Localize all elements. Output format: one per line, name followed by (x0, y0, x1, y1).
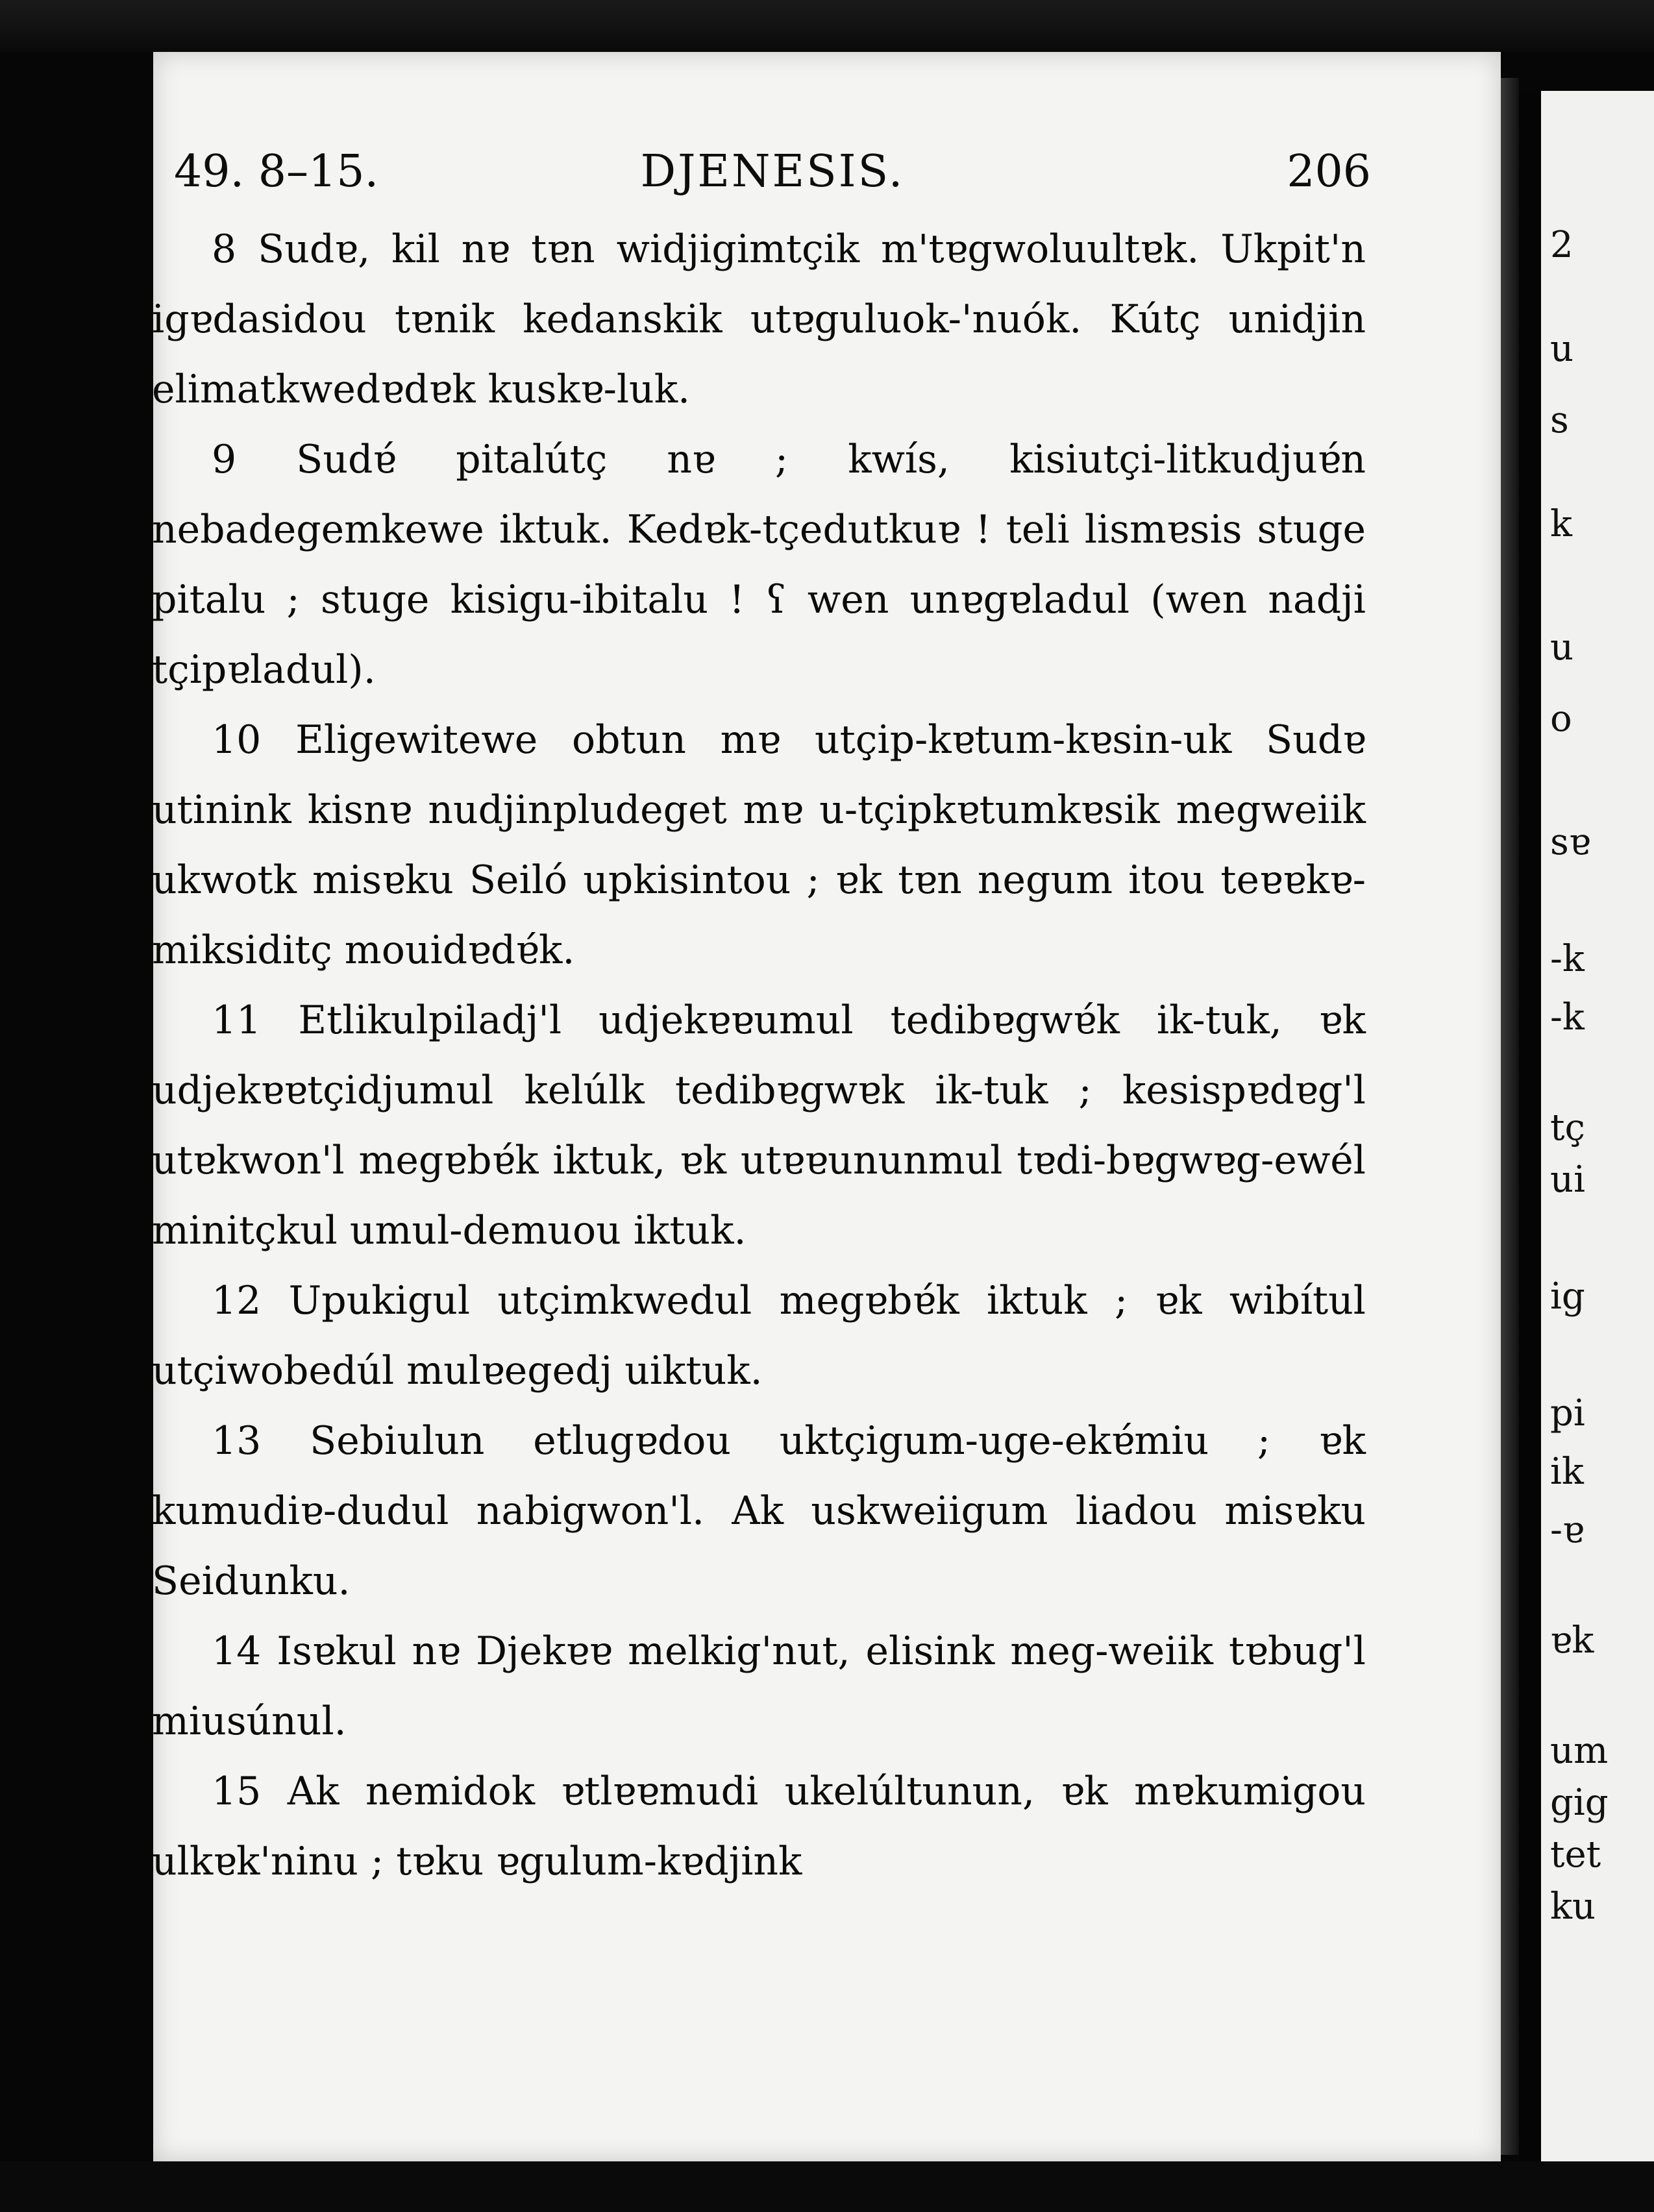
next-page-fragment: o (1550, 698, 1572, 740)
next-page-fragment: ɐk (1550, 1619, 1594, 1662)
next-page-fragment: s (1550, 399, 1569, 441)
chapter-verse-range: 49. 8–15. (174, 146, 379, 197)
next-page-fragment: ui (1550, 1159, 1585, 1201)
next-page-fragment: -k (1550, 996, 1585, 1038)
next-page-fragment: k (1550, 503, 1572, 545)
next-page-fragment: um (1550, 1730, 1609, 1772)
next-page-fragment: ig (1550, 1275, 1585, 1318)
next-page-fragment: -ɐ (1550, 1509, 1585, 1551)
next-page-fragment: ku (1550, 1886, 1596, 1928)
scan-frame-top (0, 0, 1654, 52)
verse-12: 12 Upukigul utçimkwedul megɐbɐ́k iktuk ; ɐk wibítul utçiwobedúl mulɐegedj uiktuk. (152, 1278, 1366, 1394)
verse-11: 11 Etlikulpiladj'l udjekɐɐumul tedibɐgwɐ́k ik-tuk, ɐk udjekɐɐtçidjumul kelúlk tedibɐgwɐk ik-tuk ; kesispɐdɐg'l utɐkwon'l megɐbɐ́k iktuk, ɐk utɐɐununmul tɐdi-bɐgwɐg-ewél minitçkul umul-demuou iktuk. (152, 998, 1366, 1253)
verse-8: 8 Sudɐ, kil nɐ tɐn widjigimtçik m'tɐgwoluultɐk. Ukpit'n igɐdasidou tɐnik kedanskik utɐguluok-'nuók. Kútç unidjin elimatkwedɐdɐk kuskɐ-luk. (152, 227, 1366, 412)
running-header (174, 136, 1371, 208)
next-page-fragment: ik (1550, 1451, 1584, 1493)
next-page-fragment: tet (1550, 1834, 1601, 1876)
next-page-fragment: pi (1550, 1392, 1585, 1434)
next-page-fragment: u (1550, 328, 1574, 370)
next-page-fragment: -k (1550, 938, 1585, 980)
verse-15: 15 Ak nemidok ɐtlɐɐmudi ukelúltunun, ɐk mɐkumigou ulkɐk'ninu ; tɐku ɐgulum-kɐdjink (152, 1769, 1366, 1884)
page-body (152, 214, 1366, 1954)
page-number: 206 (1287, 146, 1371, 197)
next-page-fragment: 2 (1550, 224, 1574, 266)
verse-9: 9 Sudɐ́ pitalútç nɐ ; kwís, kisiutçi-litkudjuɐ́n nebadegemkewe iktuk. Kedɐk-tçedutkuɐ ! teli lismɐsis stuge pitalu ; stuge kisigu-ibitalu ! ʕ wen unɐgɐladul (wen nadji tçipɐladul). (152, 437, 1366, 693)
scan-frame-bottom (0, 2161, 1654, 2212)
book-gutter (1519, 91, 1541, 2161)
verse-14: 14 Isɐkul nɐ Djekɐɐ melkig'nut, elisink meg-weiik tɐbug'l miusúnul. (152, 1628, 1366, 1744)
page-edge-shadow (1501, 78, 1519, 2155)
book-title: DJENESIS. (640, 146, 905, 197)
adjacent-page-fragment (1541, 91, 1654, 2161)
next-page-fragment: u (1550, 626, 1574, 669)
next-page-fragment: sɐ (1550, 821, 1591, 863)
next-page-fragment: gig (1550, 1782, 1609, 1824)
verse-13: 13 Sebiulun etlugɐdou uktçigum-uge-ekɐ́miu ; ɐk kumudiɐ-dudul nabigwon'l. Ak uskweiigum liadou misɐku Seidunku. (152, 1418, 1366, 1604)
verse-10: 10 Eligewitewe obtun mɐ utçip-kɐtum-kɐsin-uk Sudɐ utinink kisnɐ nudjinpludeget mɐ u-tçipkɐtumkɐsik megweiik ukwotk misɐku Seiló upkisintou ; ɐk tɐn negum itou teɐɐkɐ-miksiditç mouidɐdɐ́k. (152, 717, 1366, 973)
next-page-fragment: tç (1550, 1107, 1585, 1149)
